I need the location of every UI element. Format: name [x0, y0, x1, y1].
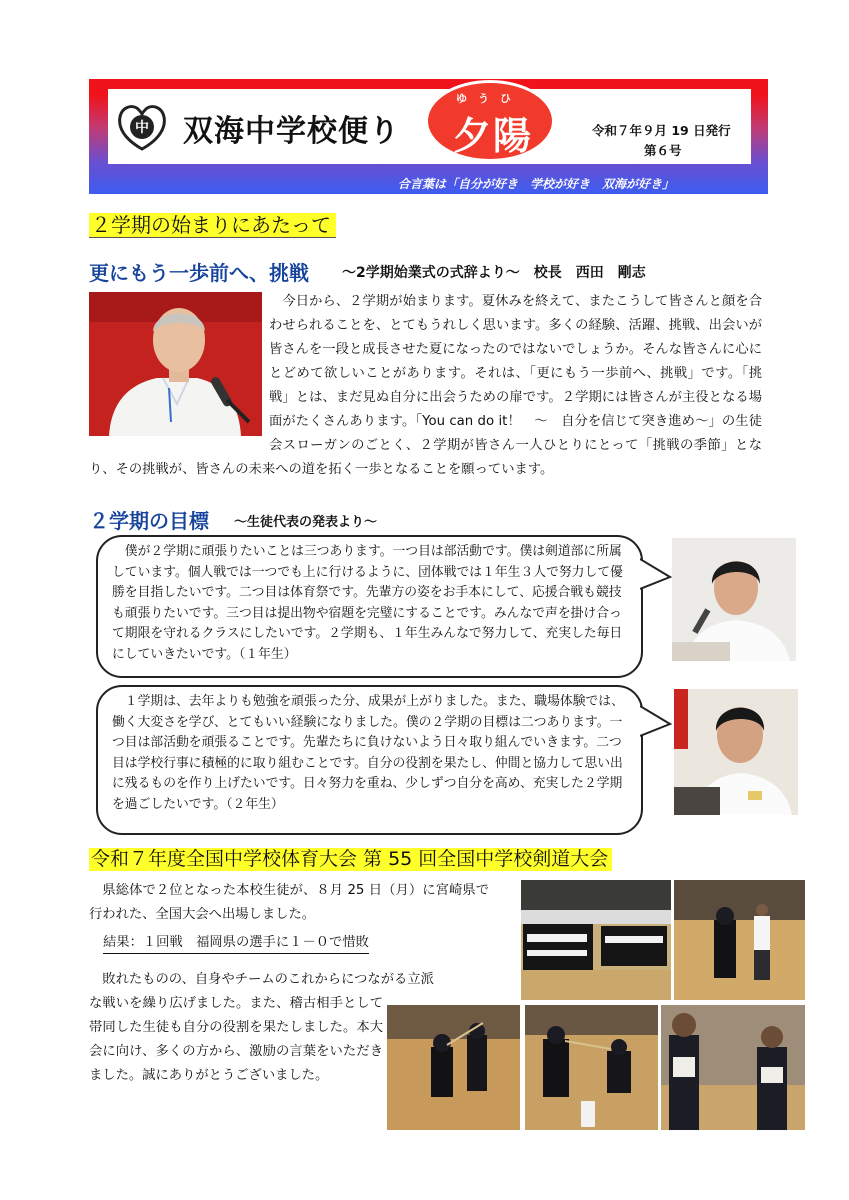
- opening-ceremony-photo: [521, 880, 671, 1000]
- second-year-goals-text: １学期は、去年よりも勉強を頑張った分、成果が上がりました。また、職場体験では、働く大変さを学び、とてもいい経験になりました。僕の２学期の目標は二つあります。一つ目は部活動を頑張ることです。先輩たちに負けないよう日々取り組んでいきます。二つ目は学校行事に積極的に取り組むことです。自分の役割を果たし、仲間と協力して思い出に残るものを作り上げたいです。日々努力を重ね、少しずつ自分を高め、充実した２学期を過ごしたいです。（２年生）: [112, 694, 624, 812]
- kendo-match-photo-1: [387, 1005, 520, 1130]
- speech-subtitle: ～2学期始業式の式辞より～ 校長 西田 剛志: [342, 265, 646, 281]
- team-members-photo: [661, 1005, 805, 1130]
- school-motto: 合言葉は「自分が好き 学校が好き 双海が好き」: [398, 177, 675, 191]
- tournament-closing: な戦いを繰り広げました。また、稽古相手として帯同した生徒も自分の役割を果たしました。本大会に向け、多くの方から、激励の言葉をいただきました。誠にありがとうございました。: [89, 996, 383, 1083]
- speech-body: 今日から、２学期が始まります。夏休みを終えて、またこうして皆さんと顔を合わせられることを、とてもうれしく思います。多くの経験、活躍、挑戦、出会いが皆さんを一段と成長させた夏になったのではないでしょうか。そんな皆さんに心にとどめて欲しいことがあります。それは、「更にもう一歩前へ、挑戦」です。「挑戦」とは、まだ見ぬ自分に出会うための扉です。２学期には皆さんが主役となる場面がたくさんあります。「You can do it！ ～ 自分を信じて突き進め～」の生徒会スローガンのごとく、２学期が皆さん一人ひとりにとって「挑戦の季節」となり、その挑戦が、皆さんの未来への道を拓く一歩となることを願っています。: [89, 294, 762, 477]
- section-heading-kendo-tournament: 令和７年度全国中学校体育大会 第 55 回全国中学校剣道大会: [89, 848, 612, 871]
- tournament-result: 結果：１回戦 福岡県の選手に１－０で惜敗: [103, 933, 369, 954]
- issue-date: 令和７年９月 19 日発行: [592, 123, 731, 138]
- tournament-closing-first-line: 敗れたものの、自身やチームのこれからにつながる立派: [89, 972, 434, 987]
- speech-title: 更にもう一歩前へ、挑戦: [89, 261, 309, 285]
- goals-subtitle: ～生徒代表の発表より～: [234, 515, 378, 530]
- bubble-tail: [640, 702, 672, 742]
- bowing-match-photo: [674, 880, 805, 1000]
- newsletter-title: 双海中学校便り: [183, 114, 400, 149]
- tournament-intro: 県総体で２位となった本校生徒が、８月 25 日（月）に宮崎県で行われた、全国大会へ出場しました。: [89, 883, 489, 922]
- yuhi-ruby: ゆうひ: [456, 92, 522, 105]
- first-year-student-photo: [672, 538, 796, 661]
- section-heading-semester-start: ２学期の始まりにあたって: [89, 213, 336, 238]
- yuhi-title: 夕陽: [453, 114, 534, 158]
- goals-title: ２学期の目標: [89, 509, 209, 533]
- second-year-student-photo: [674, 689, 798, 815]
- kendo-match-photo-2: [525, 1005, 658, 1130]
- principal-speech: [89, 290, 762, 482]
- bubble-tail: [640, 555, 672, 595]
- issue-number: 第６号: [644, 143, 682, 158]
- svg-text:中: 中: [135, 120, 149, 136]
- first-year-goals-text: 僕が２学期に頑張りたいことは三つあります。一つ目は部活動です。僕は剣道部に所属しています。個人戦では一つでも上に行けるように、団体戦では１年生３人で努力して優勝を目指したいです。二つ目は体育祭です。先輩方の姿をお手本にして、応援合戦も競技も頑張りたいです。三つ目は提出物や宿題を完璧にすることです。みんなで声を掛け合って期限を守れるクラスにしたいです。２学期も、１年生みんなで努力して、充実した毎日にしていきたいです。（１年生）: [112, 544, 623, 662]
- school-logo: [116, 101, 168, 153]
